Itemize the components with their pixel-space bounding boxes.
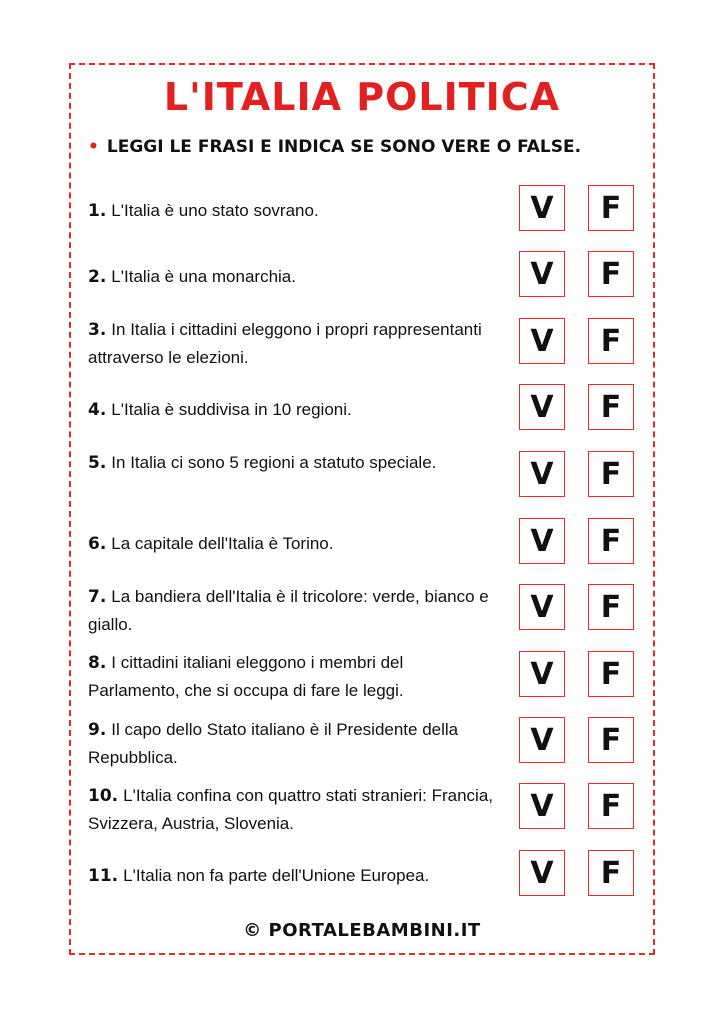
- question-text: La bandiera dell'Italia è il tricolore: verde, bianco e giallo.: [88, 587, 489, 634]
- question-7: [88, 583, 498, 638]
- true-checkbox-3[interactable]: V: [519, 318, 565, 364]
- question-3: [88, 316, 498, 371]
- false-checkbox-1[interactable]: F: [588, 185, 634, 231]
- true-checkbox-5[interactable]: V: [519, 451, 565, 497]
- question-text: I cittadini italiani eleggono i membri del Parlamento, che si occupa di fare le leggi.: [88, 653, 404, 700]
- question-number: 7.: [88, 587, 107, 607]
- false-checkbox-4[interactable]: F: [588, 384, 634, 430]
- question-5: [88, 449, 498, 477]
- question-text: L'Italia non fa parte dell'Unione Europea.: [123, 866, 430, 885]
- false-checkbox-9[interactable]: F: [588, 717, 634, 763]
- true-checkbox-6[interactable]: V: [519, 518, 565, 564]
- true-checkbox-8[interactable]: V: [519, 651, 565, 697]
- false-checkbox-3[interactable]: F: [588, 318, 634, 364]
- false-checkbox-8[interactable]: F: [588, 651, 634, 697]
- question-text: L'Italia confina con quattro stati stranieri: Francia, Svizzera, Austria, Slovenia.: [88, 786, 493, 833]
- instruction: [88, 134, 581, 160]
- true-checkbox-7[interactable]: V: [519, 584, 565, 630]
- question-1: [88, 197, 498, 225]
- question-number: 4.: [88, 400, 107, 420]
- false-checkbox-7[interactable]: F: [588, 584, 634, 630]
- question-number: 9.: [88, 720, 107, 740]
- question-9: [88, 716, 498, 771]
- question-8: [88, 649, 498, 704]
- question-6: [88, 530, 498, 558]
- question-number: 6.: [88, 534, 107, 554]
- page-title: L'ITALIA POLITICA: [163, 75, 561, 119]
- false-checkbox-11[interactable]: F: [588, 850, 634, 896]
- bullet-icon: •: [88, 137, 99, 157]
- question-text: Il capo dello Stato italiano è il Presidente della Repubblica.: [88, 720, 459, 767]
- false-checkbox-10[interactable]: F: [588, 783, 634, 829]
- question-4: [88, 396, 498, 424]
- false-checkbox-6[interactable]: F: [588, 518, 634, 564]
- question-text: L'Italia è uno stato sovrano.: [111, 201, 319, 220]
- false-checkbox-2[interactable]: F: [588, 251, 634, 297]
- question-2: [88, 263, 498, 291]
- question-number: 5.: [88, 453, 107, 473]
- true-checkbox-10[interactable]: V: [519, 783, 565, 829]
- question-number: 10.: [88, 786, 119, 806]
- question-text: L'Italia è una monarchia.: [111, 267, 296, 286]
- true-checkbox-1[interactable]: V: [519, 185, 565, 231]
- question-number: 3.: [88, 320, 107, 340]
- question-text: La capitale dell'Italia è Torino.: [111, 534, 334, 553]
- instruction-text: LEGGI LE FRASI E INDICA SE SONO VERE O FALSE.: [106, 137, 582, 157]
- question-10: [88, 782, 498, 837]
- question-text: L'Italia è suddivisa in 10 regioni.: [111, 400, 352, 419]
- question-number: 1.: [88, 201, 107, 221]
- question-number: 11.: [88, 866, 119, 886]
- question-text: In Italia ci sono 5 regioni a statuto speciale.: [111, 453, 437, 472]
- question-number: 8.: [88, 653, 107, 673]
- question-11: [88, 862, 498, 890]
- question-text: In Italia i cittadini eleggono i propri rappresentanti attraverso le elezioni.: [88, 320, 482, 367]
- question-number: 2.: [88, 267, 107, 287]
- footer-copyright: © PORTALEBAMBINI.IT: [243, 920, 481, 941]
- true-checkbox-4[interactable]: V: [519, 384, 565, 430]
- true-checkbox-9[interactable]: V: [519, 717, 565, 763]
- true-checkbox-11[interactable]: V: [519, 850, 565, 896]
- false-checkbox-5[interactable]: F: [588, 451, 634, 497]
- true-checkbox-2[interactable]: V: [519, 251, 565, 297]
